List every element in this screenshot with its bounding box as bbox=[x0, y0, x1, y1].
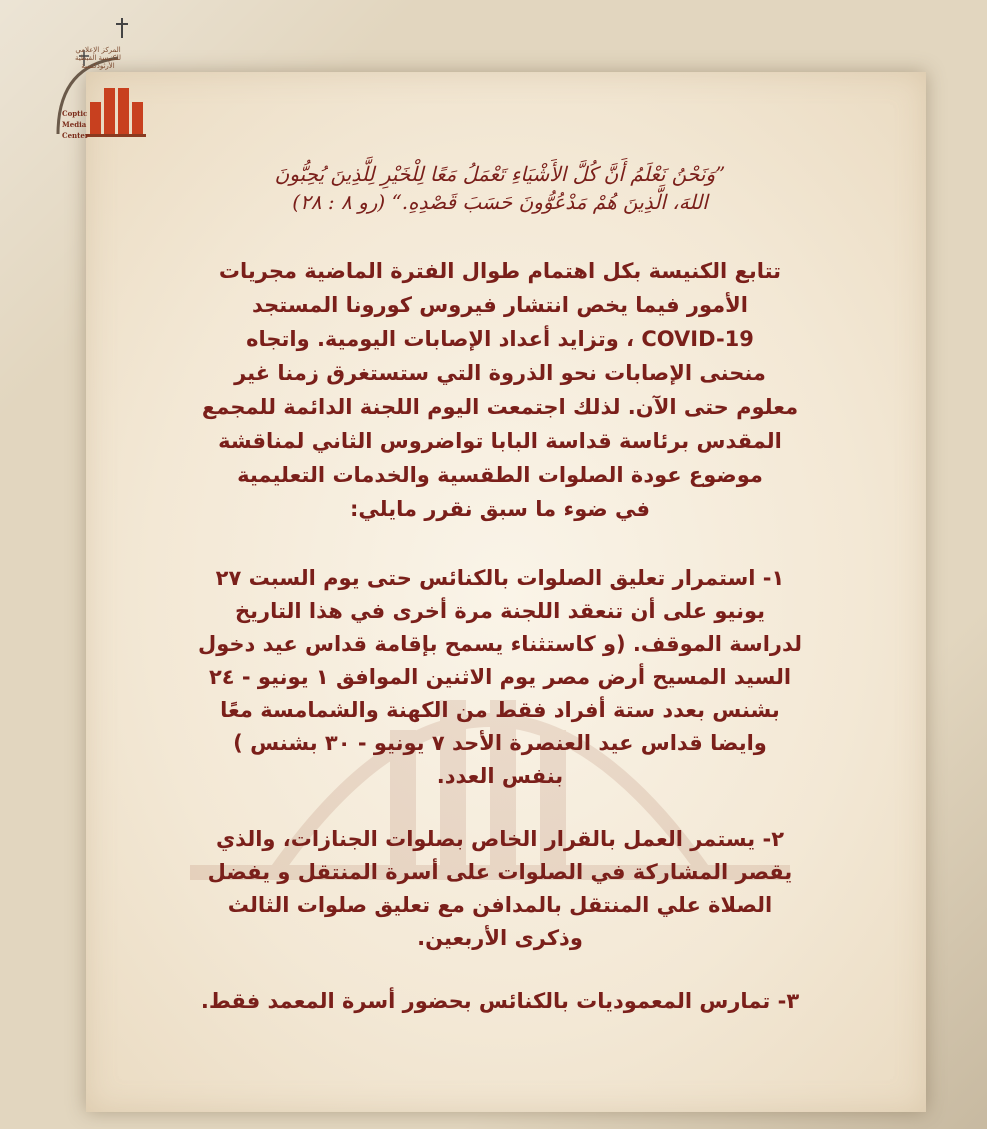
logo-arabic-text: المركز الإعلامي للكنيسة القبطية الأرثوذكسية bbox=[74, 46, 122, 70]
item2-line: وذكرى الأربعين. bbox=[417, 926, 583, 950]
logo-line-1: Coptic bbox=[62, 109, 88, 118]
item1-line: لدراسة الموقف. (و كاستثناء يسمح بإقامة قداس عيد دخول bbox=[198, 632, 802, 656]
intro-line: المقدس برئاسة قداسة البابا تواضروس الثاني لمناقشة bbox=[218, 429, 782, 453]
intro-line: منحنى الإصابات نحو الذروة التي ستستغرق زمنا غير bbox=[234, 361, 766, 385]
item2-line: يقصر المشاركة في الصلوات على أسرة المنتقل و يفضل bbox=[207, 860, 793, 884]
item1-line: السيد المسيح أرض مصر يوم الاثنين الموافق ١ يونيو - ٢٤ bbox=[208, 665, 792, 689]
verse-line-1: ”وَنَحْنُ نَعْلَمُ أَنَّ كُلَّ الأَشْيَاءِ تَعْمَلُ مَعًا لِلْخَيْرِ لِلَّذِينَ يُحِبُّونَ bbox=[274, 162, 726, 186]
item2-line: ٢- يستمر العمل بالقرار الخاص بصلوات الجنازات، والذي bbox=[215, 827, 785, 851]
item1-line: يونيو على أن تنعقد اللجنة مرة أخرى في هذا التاريخ bbox=[234, 599, 766, 623]
intro-line: COVID-19 ، وتزايد أعداد الإصابات اليومية. واتجاه bbox=[246, 327, 754, 351]
logo-line-3: Center bbox=[62, 131, 89, 140]
item3-line: ٣- تمارس المعموديات بالكنائس بحضور أسرة المعمد فقط. bbox=[200, 989, 800, 1013]
statement-content bbox=[140, 160, 860, 1018]
intro-paragraph bbox=[140, 254, 860, 526]
logo-english-text bbox=[62, 108, 89, 141]
intro-line: موضوع عودة الصلوات الطقسية والخدمات التعليمية bbox=[237, 463, 763, 487]
intro-line: في ضوء ما سبق نقرر مايلي: bbox=[350, 497, 650, 521]
decision-item-3 bbox=[140, 985, 860, 1018]
intro-line: تتابع الكنيسة بكل اهتمام طوال الفترة الماضية مجريات bbox=[218, 259, 782, 283]
intro-line: معلوم حتى الآن. لذلك اجتمعت اليوم اللجنة الدائمة للمجمع bbox=[201, 395, 799, 419]
item1-line: وايضا قداس عيد العنصرة الأحد ٧ يونيو - ٣٠ بشنس ) bbox=[233, 731, 767, 755]
coptic-media-center-logo bbox=[28, 16, 148, 140]
bible-verse bbox=[140, 160, 860, 216]
item1-line: بنفس العدد. bbox=[436, 764, 564, 788]
verse-line-2: اللهَ، الَّذِينَ هُمْ مَدْعُوُّونَ حَسَبَ قَصْدِهِ.“ (رو ٨ : ٢٨) bbox=[292, 190, 708, 214]
decision-item-1 bbox=[140, 562, 860, 793]
item2-line: الصلاة علي المنتقل بالمدافن مع تعليق صلوات الثالث bbox=[227, 893, 773, 917]
item1-line: ١- استمرار تعليق الصلوات بالكنائس حتى يوم السبت ٢٧ bbox=[215, 566, 785, 590]
item1-line: بشنس بعدد ستة أفراد فقط من الكهنة والشمامسة معًا bbox=[220, 698, 780, 722]
decision-item-2 bbox=[140, 823, 860, 955]
intro-line: الأمور فيما يخص انتشار فيروس كورونا المستجد bbox=[252, 293, 748, 317]
logo-line-2: Media bbox=[62, 120, 87, 129]
